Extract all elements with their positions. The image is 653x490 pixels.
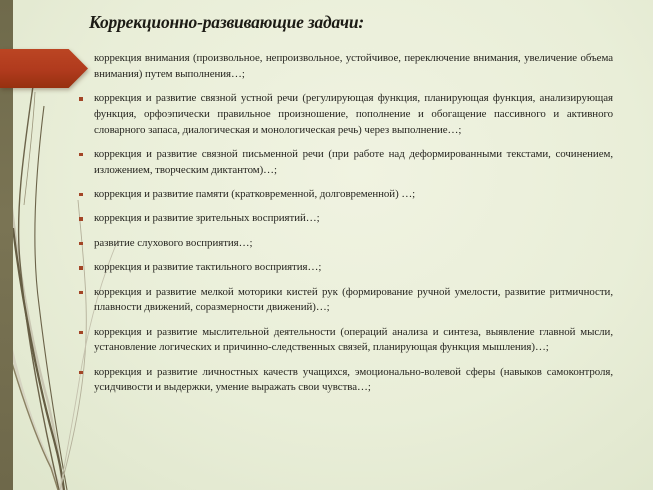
task-item — [94, 51, 613, 82]
bullet-square-icon — [79, 242, 83, 246]
task-item — [94, 325, 613, 356]
bullet-square-icon — [79, 331, 83, 335]
task-item — [94, 260, 613, 276]
slide-title: Коррекционно-развивающие задачи: — [89, 12, 364, 32]
bullet-square-icon — [79, 266, 83, 270]
task-text: коррекция и развитие мелкой моторики кистей рук (формирование ручной умелости, развитие ритмичности, плавности движений, соразмерности движений)…; — [94, 285, 613, 314]
task-text: коррекция и развитие тактильного восприятия…; — [94, 261, 322, 274]
bullet-square-icon — [79, 217, 83, 221]
bullet-square-icon — [79, 193, 83, 197]
task-text: коррекция и развитие зрительных восприятий…; — [94, 212, 320, 225]
task-text: коррекция и развитие личностных качеств учащихся, эмоционально-волевой сферы (навыков самоконтроля, усидчивости и выдержки, умение выражать свои чувства…; — [94, 365, 613, 394]
bullet-square-icon — [79, 291, 83, 295]
bullet-square-icon — [79, 371, 83, 375]
task-item — [94, 365, 613, 396]
task-item — [94, 187, 613, 203]
task-text: коррекция и развитие связной письменной речи (при работе над деформированными текстами, сочинением, изложением, творческим диктантом)…; — [94, 147, 613, 176]
task-text: коррекция и развитие памяти (кратковременной, долговременной) …; — [94, 187, 416, 200]
task-item — [94, 285, 613, 316]
bullet-square-icon — [79, 153, 83, 157]
right-arrow-icon — [0, 49, 88, 88]
task-item — [94, 236, 613, 252]
task-item — [94, 147, 613, 178]
task-text: развитие слухового восприятия…; — [94, 236, 253, 249]
task-text: коррекция внимания (произвольное, непроизвольное, устойчивое, переключение внимания, увеличение объема внимания) путем выполнения…; — [94, 52, 613, 80]
red-arrow-marker — [0, 49, 88, 88]
task-list — [94, 51, 613, 405]
task-text: коррекция и развитие связной устной речи (регулирующая функция, планирующая функция, анализирующая функция, орфоэпически правильное произношение, пополнение и обогащение пассивного и активного словарного запаса, диалогическая и монологическая речь) через выполнение…; — [94, 92, 613, 136]
bullet-square-icon — [79, 97, 83, 101]
task-item — [94, 211, 613, 227]
task-text: коррекция и развитие мыслительной деятельности (операций анализа и синтеза, выявление главной мысли, установление логических и причинно-следственных связей, планирующая функция мышления)…; — [94, 325, 613, 354]
task-item — [94, 91, 613, 138]
